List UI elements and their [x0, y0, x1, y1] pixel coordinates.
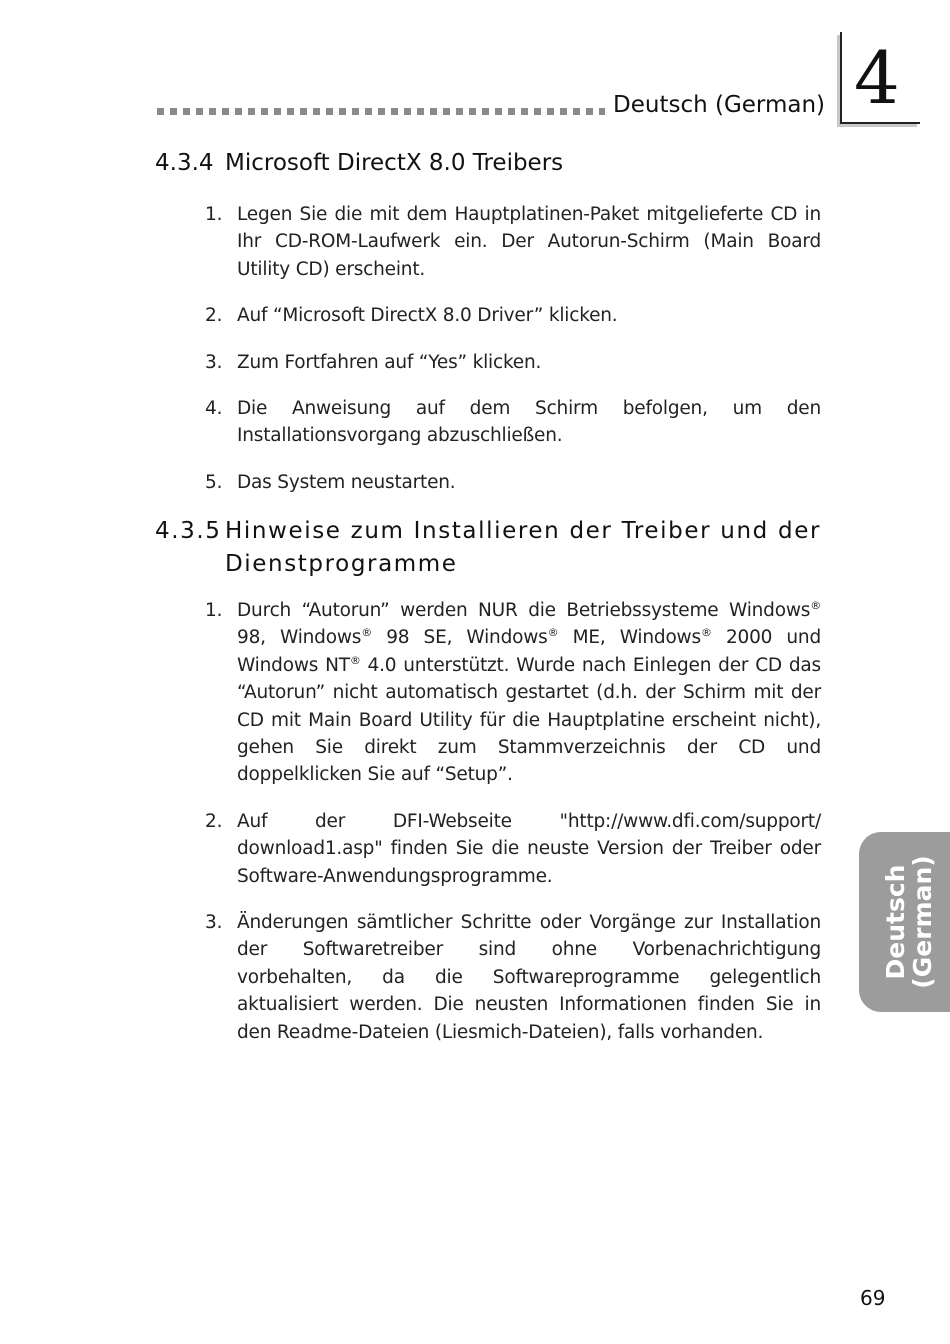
- list-marker: 2.: [205, 810, 223, 832]
- list-marker: 3.: [205, 351, 223, 373]
- list-item: [200, 395, 821, 450]
- list-item: [200, 597, 821, 789]
- registered-mark: ®: [700, 626, 712, 640]
- list-item-text: Das System neustarten.: [237, 471, 456, 493]
- page-number: 69: [860, 1286, 886, 1310]
- list-item: [200, 808, 821, 890]
- list-item-text: Legen Sie die mit dem Hauptplatinen-Paket mitgelieferte CD in Ihr CD-ROM-Laufwerk ein. Der Autorun-Schirm (Main Board Utility CD) erscheint.: [237, 204, 821, 280]
- list-item-text: [237, 600, 821, 785]
- list-marker: 1.: [205, 600, 223, 621]
- registered-mark: ®: [547, 626, 559, 640]
- section-title: Microsoft DirectX 8.0 Treibers: [225, 150, 564, 176]
- list-item-text: Auf “Microsoft DirectX 8.0 Driver” klicken.: [237, 305, 618, 327]
- language-side-tab: [859, 832, 950, 1012]
- list-marker: 4.: [205, 398, 223, 420]
- section-number: 4.3.4: [155, 150, 214, 176]
- side-tab-label: [882, 855, 936, 988]
- directx-steps-list: [200, 201, 821, 515]
- list-marker: 1.: [205, 204, 223, 225]
- section-number: 4.3.5: [155, 518, 222, 544]
- list-marker: 5.: [205, 471, 223, 493]
- section-heading-435: [155, 515, 821, 581]
- list-item-text: Änderungen sämtlicher Schritte oder Vorgänge zur Installation der Softwaretreiber sind ohne Vorbenachrichtigung vorbehalten, da die Softwareprogramme gelegentlich aktualisiert werden. Die neusten Informationen finden Sie in den Readme-Dateien (Liesmich-Dateien), falls vorhanden.: [237, 912, 821, 1043]
- text-run: Durch “Autorun” werden NUR die Betriebssysteme Windows: [237, 600, 811, 621]
- section-heading-434: [155, 150, 821, 176]
- side-tab-line1: Deutsch: [881, 864, 910, 980]
- registered-mark: ®: [810, 598, 821, 612]
- running-header: Deutsch (German): [613, 92, 826, 118]
- text-run: ME, Windows: [558, 627, 701, 649]
- list-item: [200, 201, 821, 283]
- list-item: [200, 302, 821, 329]
- notes-list: [200, 597, 821, 1065]
- registered-mark: ®: [361, 626, 373, 640]
- list-item-text: Auf der DFI-Webseite "http://www.dfi.com/support/ download1.asp" finden Sie die neuste Version der Treiber oder Software-Anwendungsprogramme.: [237, 810, 821, 887]
- list-item-text: Die Anweisung auf dem Schirm befolgen, um den Installationsvorgang abzuschließen.: [237, 398, 821, 447]
- text-run: 2000 und Windows NT: [237, 627, 822, 676]
- text-run: 4.0 unterstützt. Wurde nach Einlegen der CD das “Autorun” nicht automatisch gestartet (d.h. der Schirm mit der CD mit Main Board Utility für die Hauptplatine erscheint nicht), gehen Sie direkt zum Stammverzeichnis der CD und doppelklicken Sie auf “Setup”.: [237, 654, 821, 786]
- section-title: Hinweise zum Installieren der Treiber und der Dienstprogramme: [225, 518, 821, 577]
- list-item-text: Zum Fortfahren auf “Yes” klicken.: [237, 351, 542, 373]
- registered-mark: ®: [349, 653, 361, 667]
- text-run: 98 SE, Windows: [372, 627, 548, 649]
- list-marker: 2.: [205, 305, 223, 327]
- header-dotted-rule: [157, 106, 605, 116]
- chapter-number: 4: [854, 36, 900, 120]
- side-tab-line2: (German): [908, 855, 937, 989]
- list-marker: 3.: [205, 912, 223, 934]
- list-item: [200, 469, 821, 496]
- list-item: [200, 349, 821, 376]
- text-run: 98, Windows: [237, 627, 362, 649]
- list-item: [200, 909, 821, 1046]
